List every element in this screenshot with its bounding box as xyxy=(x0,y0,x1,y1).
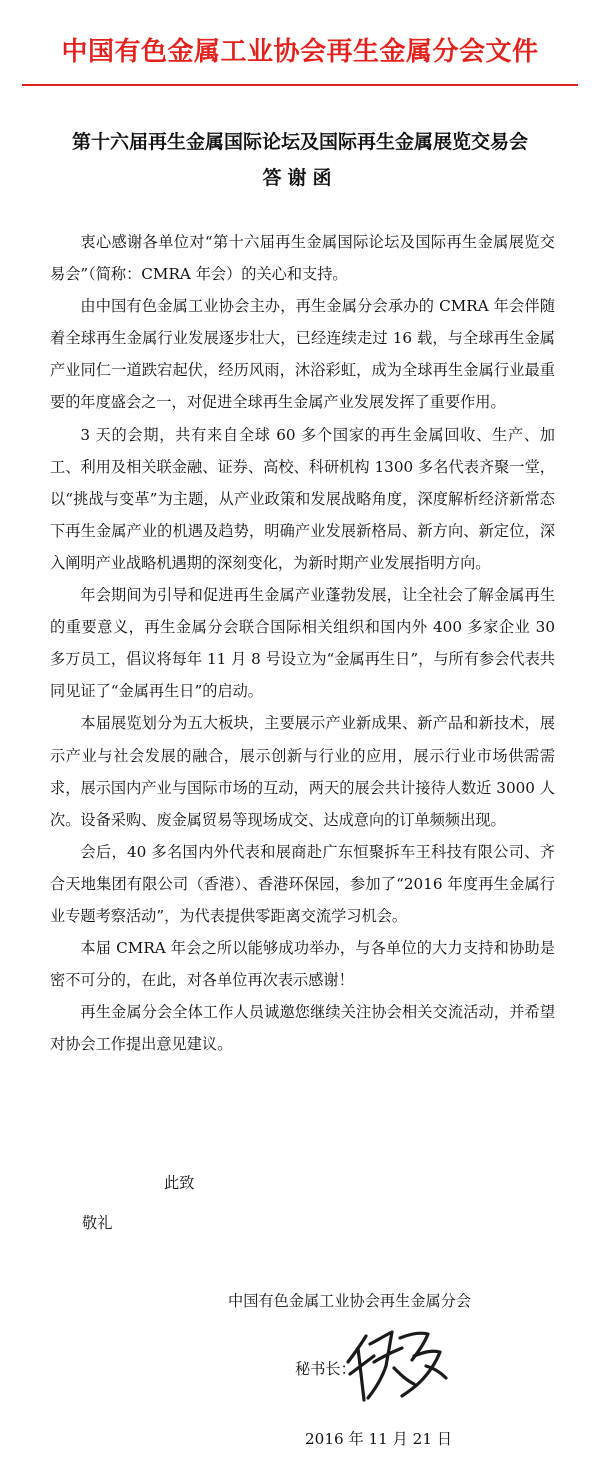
signatory-role: 秘书长： xyxy=(295,1360,356,1378)
letter-body xyxy=(50,226,555,1060)
letter-date: 2016 年 11 月 21 日 xyxy=(305,1430,453,1448)
paragraph: 3 天的会期，共有来自全球 60 多个国家的再生金属回收、生产、加工、利用及相关联金融、证券、高校、科研机构 1300 多名代表齐聚一堂，以“挑战与变革”为主题，从产业政策和发展战略角度，深度解析经济新常态下再生金属产业的机遇及趋势，明确产业发展新格局、新方向、新定位，深入阐明产业战略机遇期的深刻变化，为新时期产业发展指明方向。 xyxy=(50,425,555,572)
paragraph: 本届展览划分为五大板块，主要展示产业新成果、新产品和新技术，展示产业与社会发展的融合，展示创新与行业的应用，展示行业市场供需需求，展示国内产业与国际市场的互动，两天的展会共计接待人数近 3000 人次。设备采购、废金属贸易等现场成交、达成意向的订单频频出现。 xyxy=(50,714,555,829)
letter-subtitle: 答谢函 xyxy=(262,167,338,189)
signatory-organization: 中国有色金属工业协会再生金属分会 xyxy=(228,1292,471,1310)
paragraph: 本届 CMRA 年会之所以能够成功举办，与各单位的大力支持和协助是密不可分的，在此，对各单位再次表示感谢！ xyxy=(50,939,555,990)
paragraph: 再生金属分会全体工作人员诚邀您继续关注协会相关交流活动，并希望对协会工作提出意见建议。 xyxy=(50,1003,555,1054)
handwritten-signature xyxy=(340,1322,460,1412)
document-header-title: 中国有色金属工业协会再生金属分会文件 xyxy=(61,37,539,67)
header-divider xyxy=(22,84,578,86)
letter-title: 第十六届再生金属国际论坛及国际再生金属展览交易会 xyxy=(71,131,528,153)
paragraph: 会后，40 多名国内外代表和展商赴广东恒聚拆车王科技有限公司、齐合天地集团有限公司（香港）、香港环保园，参加了“2016 年度再生金属行业专题考察活动”，为代表提供零距离交流学习机会。 xyxy=(50,842,555,925)
closing-salutation: 此致 xyxy=(164,1174,195,1192)
paragraph: 衷心感谢各单位对“第十六届再生金属国际论坛及国际再生金属展览交易会”（简称：CMRA 年会）的关心和支持。 xyxy=(50,233,555,284)
paragraph: 年会期间为引导和促进再生金属产业蓬勃发展，让全社会了解金属再生的重要意义，再生金属分会联合国际相关组织和国内外 400 多家企业 30 多万员工，倡议将每年 11 月 8 号设立为“金属再生日”，与所有参会代表共同见证了“金属再生日”的启动。 xyxy=(50,586,555,701)
closing-regards: 敬礼 xyxy=(82,1214,113,1232)
paragraph: 由中国有色金属工业协会主办，再生金属分会承办的 CMRA 年会伴随着全球再生金属行业发展逐步壮大，已经连续走过 16 载，与全球再生金属产业同仁一道跌宕起伏，经历风雨，沐浴彩虹，成为全球再生金属行业最重要的年度盛会之一，对促进全球再生金属产业发展发挥了重要作用。 xyxy=(50,297,555,412)
